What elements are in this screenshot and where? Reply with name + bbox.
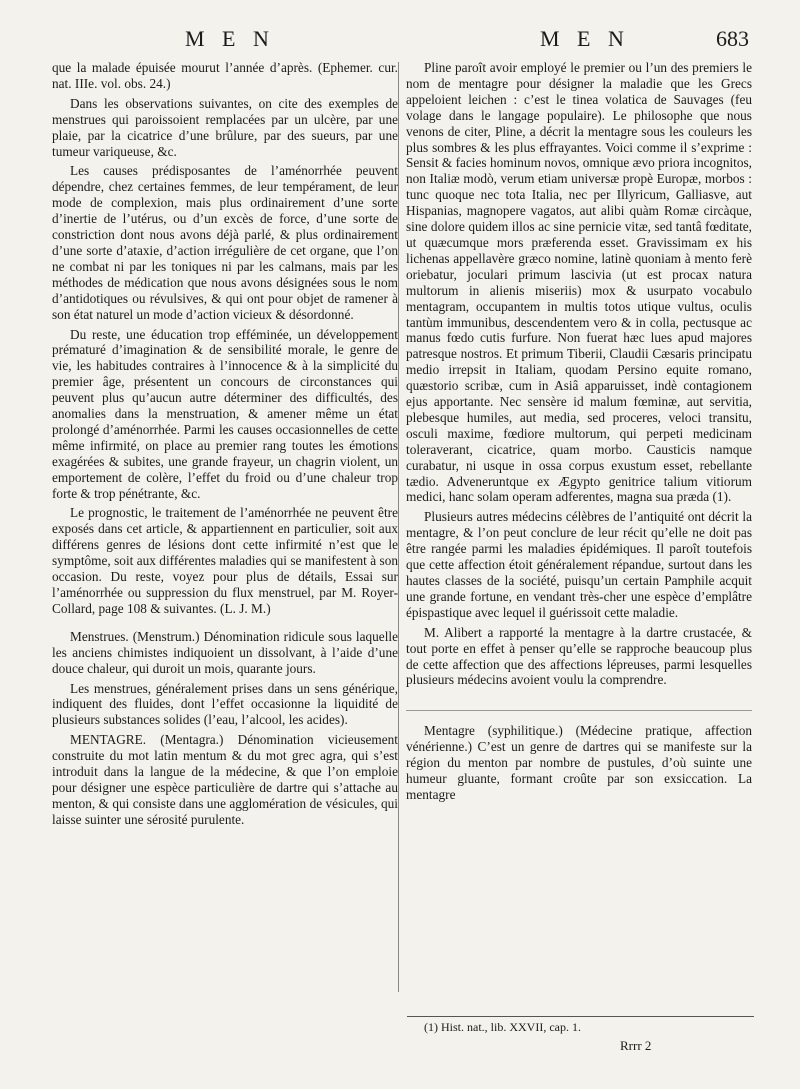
paragraph: Les causes prédisposantes de l’aménorrhée peuvent dépendre, chez certaines femmes, de leur tempérament, de leur mode de complexion, mais plus ordinairement d’une sorte d’inertie de l’utérus, ou d’un excès de force, d’une sorte de constriction dont nous avons déjà parlé, & plus ordinairement d’une sorte d’ataxie, d’action irrégulière de cet organe, que l’on ne combat ni par les toniques ni par les calmans, mais par les méthodes de médication que nous avons désignées sous le nom d’antidotiques ou révulsives, & qui ont pour objet de ramener à son état naturel un mode d’action vicieux & désordonné. [52,163,398,322]
paragraph: Dans les observations suivantes, on cite des exemples de menstrues qui paroissoient remplacées par un ulcère, par une plaie, par la cicatrice d’une brûlure, par des sueurs, par une tumeur variqueuse, &c. [52,95,398,159]
running-header-right: M E N [540,26,630,51]
spacer [52,621,398,629]
running-header-left: M E N [185,26,275,51]
footnote: (1) Hist. nat., lib. XXVII, cap. 1. [424,1020,581,1034]
column-divider [398,62,399,992]
page-number: 683 [716,26,749,51]
paragraph: Les menstrues, généralement prises dans un sens générique, indiquent des fluides, dont l’effet occasionne la liquidité de plusieurs substances solides (l’eau, l’alcool, les acides). [52,680,398,728]
signature-mark: Rrrr 2 [620,1038,652,1053]
entry-mentagre: MENTAGRE. (Mentagra.) Dénomination vicieusement construite du mot latin mentum & du mot grec agra, qui s’est introduit dans la langue de la médecine, & que l’on emploie pour désigner une espèce particulière de dartre qui s’attache au menton, & qui consiste dans une agglomération de vésicules, qui laisse suinter une sérosité purulente. [52,732,398,827]
paragraph: Le prognostic, le traitement de l’aménorrhée ne peuvent être exposés dans cet article, & appartiennent en particulier, soit aux différens genres de lésions dont cette infirmité n’est que le symptôme, soit aux différentes maladies qui se manifestent à son occasion. Du reste, voyez pour plus de détails, Essai sur l’aménorrhée ou suppression du flux menstruel, par M. Royer-Collard, page 108 & suivantes. (L. J. M.) [52,505,398,616]
paragraph: Plusieurs autres médecins célèbres de l’antiquité ont décrit la mentagre, & l’on peut conclure de leur récit qu’elle ne doit pas être rangée parmi les maladies épidémiques. Il paroît toutefois que cette affection étoit généralement répandue, surtout dans les hautes classes de la société, puisqu’un certain Pamphile acquit une grande fortune, en vendant très-cher une espèce d’emplâtre épispastique avec lequel il guérissoit cette maladie. [406,509,752,620]
right-column [406,60,752,807]
section-separator [406,692,752,711]
paragraph: Du reste, une éducation trop efféminée, un développement prématuré d’imagination & de sensibilité morale, le genre de vie, les habitudes contraires à l’innocence & à la simplicité du premier âge, présentent un concours de circonstances qui peuvent plus qu’aucun autre déterminer des difficultés, des anomalies dans la menstruation, & amener même un état prolongé d’aménorrhée. Parmi les causes occasionnelles de cette même infirmité, on place au premier rang toutes les émotions exagérées & subites, une grande frayeur, un chagrin violent, un emportement de colère, l’effet du froid ou d’une chaleur trop forte & trop pénétrante, &c. [52,326,398,501]
paragraph: Pline paroît avoir employé le premier ou l’un des premiers le nom de mentagre pour désigner la maladie que les Grecs appeloient leichen : c’est le tinea volatica de Sauvages (feu volage dans le langage populaire). Le philosophe que nous venons de citer, Pline, a décrit la mentagre sous les couleurs les plus sombres & les plus effrayantes. Voici comme il s’exprime : Sensit & facies hominum novos, omnique ævo priora incognitos, non Italiæ modò, verum etiam universæ propè Europæ, morbos : tunc quoque nec tota Italia, nec per Illyricum, Galliasve, aut Hispanias, magnopere vagatos, aut alibi quàm Romæ circàque, sine dolore quidem illos ac sine pernicie vitæ, sed tantâ fœditate, ut quæcumque mors præferenda esset. Gravissimam ex his lichenas appellavère græco nomine, latinè quoniam à mento ferè oriebatur, joculari primum lascivia (ut est procax natura multorum in alienis miseriis) mox & usurpato vocabulo mentagram, occupantem in multis totos utique vultus, oculis tantùm immunibus, descendentem vero & in colla, pectusque ac manus fœdo cutis furfure. Non fuerat hæc lues apud majores patresque nostros. Et primum Tiberii, Claudii Cæsaris principatu medio irrepsit in Italiam, quodam Persino equite romano, quæstorio scribæ, cum in Asiâ apparuisset, indè contagionem ejus apportante. Nec sensère id malum fœminæ, aut servitia, plebesque humiles, aut media, sed proceres, veloci transitu, osculi maxime, fœdiore multorum, qui perpeti medicinam toleraverant, cicatrice, quam morbo. Causticis namque curabatur, ni usque in ossa corpus exustum esset, rebellante tædio. Adveneruntque ex Ægypto genitrice talium vitiorum medici, hanc solam operam adferentes, magna sua præda (1). [406,60,752,505]
paragraph: que la malade épuisée mourut l’année d’après. (Ephemer. cur. nat. IIIe. vol. obs. 24.) [52,60,398,91]
entry-mentagre-syphilitique: Mentagre (syphilitique.) (Médecine pratique, affection vénérienne.) C’est un genre de dartres qui se manifeste sur la région du menton par nombre de pustules, d’où suinte une humeur gluante, formant croûte par son exsiccation. La mentagre [406,723,752,802]
left-column [52,60,398,832]
entry-menstrues: Menstrues. (Menstrum.) Dénomination ridicule sous laquelle les anciens chimistes indiquoient un dissolvant, à l’aide d’une douce chaleur, qui duroit un mois, quarante jours. [52,628,398,676]
paragraph: M. Alibert a rapporté la mentagre à la dartre crustacée, & tout porte en effet à penser qu’elle se rapproche beaucoup plus de cette affection que des affections lépreuses, parmi lesquelles plusieurs médecins avoient voulu la comprendre. [406,624,752,688]
footnote-rule [407,1016,754,1017]
